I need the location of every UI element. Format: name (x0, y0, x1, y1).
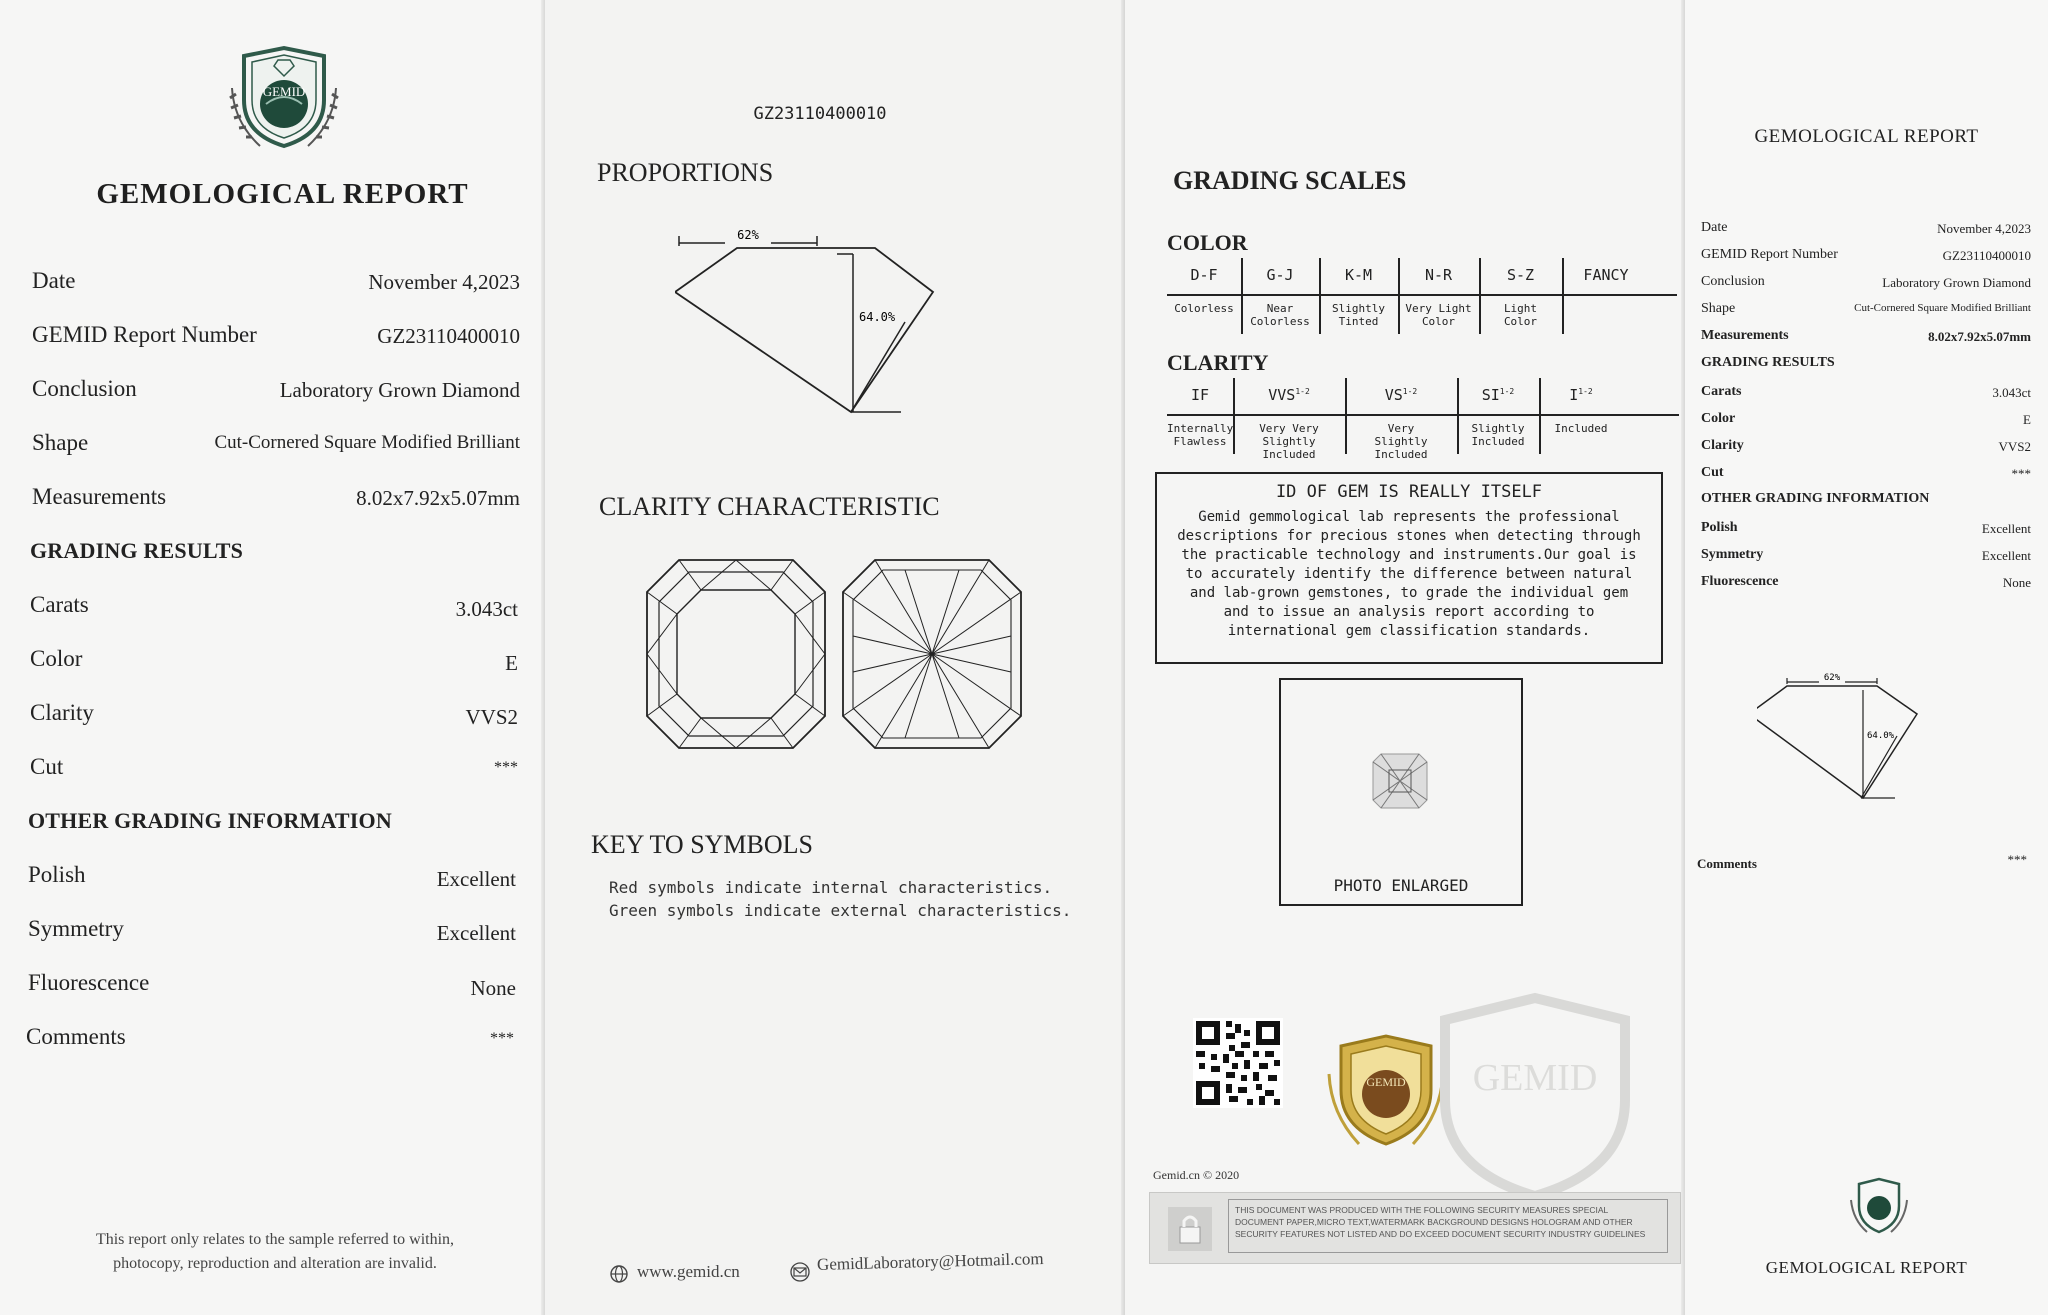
row-carats (30, 592, 518, 632)
row-fluorescence (1701, 574, 2031, 596)
clarity-grade-code (1167, 386, 1233, 404)
color-grade-desc (1319, 302, 1398, 328)
website-link[interactable]: www.gemid.cn (637, 1262, 740, 1281)
row-value: E (2023, 412, 2031, 427)
desc-line: Included (1554, 422, 1608, 435)
clarity-grade-desc (1345, 422, 1457, 461)
row-label: Date (32, 268, 76, 293)
desc-line: Slightly Included (1262, 435, 1316, 461)
security-text (1228, 1199, 1668, 1253)
key-line: Red symbols indicate internal characteristics. (609, 878, 1053, 897)
globe-icon (609, 1264, 629, 1284)
id-box-body (1157, 508, 1661, 641)
disclaimer (30, 1228, 520, 1276)
row-comments (26, 1024, 514, 1064)
color-grade-code: S-Z (1506, 266, 1535, 284)
clarity-grade-code (1539, 386, 1623, 404)
desc-line: Slightly (1332, 302, 1385, 315)
clarity-grade-code (1457, 386, 1539, 404)
crown-view-diagram (643, 556, 829, 752)
clarity-grade-desc (1539, 422, 1623, 435)
disclaimer-line: This report only relates to the sample referred to within, (95, 1231, 455, 1248)
row-date (32, 268, 520, 308)
color-grade-code: K-M (1344, 266, 1373, 284)
color-grade-desc (1167, 302, 1241, 315)
desc-line: Color (1421, 315, 1456, 328)
row-value: *** (2007, 852, 2027, 867)
row-label: Carats (1701, 384, 1742, 399)
row-label: Conclusion (32, 376, 137, 401)
row-cut (1701, 465, 2031, 487)
stub-depth-pct: 64.0% (1867, 731, 1895, 741)
row-color (30, 646, 518, 686)
desc-line: Near (1266, 302, 1294, 315)
row-label: Clarity (1701, 438, 1744, 453)
desc-line: Very (1387, 422, 1415, 435)
row-value: Excellent (436, 921, 516, 945)
divider (1167, 414, 1679, 416)
row-clarity (1701, 438, 2031, 460)
stub-logo-icon (1847, 1176, 1911, 1240)
security-line: THIS DOCUMENT WAS PRODUCED WITH THE FOLLOWING SECURITY MEASURES SPECIAL (1235, 1205, 1609, 1215)
pavilion-view-diagram (839, 556, 1025, 752)
stub-proportions-diagram (1757, 670, 1957, 808)
seal-text: GEMID (1366, 1075, 1406, 1089)
color-grade-desc (1479, 302, 1562, 328)
code: IF (1190, 386, 1210, 404)
row-label: Comments (26, 1024, 126, 1049)
color-scale-table (1167, 258, 1677, 334)
disclaimer-line: photocopy, reproduction and alteration are invalid. (113, 1255, 437, 1272)
diamond-photo-icon (1371, 752, 1429, 810)
body-line: to accurately identify the difference between natural (1185, 566, 1633, 582)
stub-table-pct: 62% (1823, 673, 1841, 683)
qr-code-icon[interactable] (1193, 1018, 1283, 1108)
row-value: None (2002, 575, 2031, 590)
row-label: Color (1701, 411, 1736, 426)
row-value: November 4,2023 (368, 270, 520, 294)
table-pct-label: 62% (737, 228, 759, 242)
clarity-grade-desc (1167, 422, 1233, 448)
code-sup: 1-2 (1499, 387, 1515, 396)
report-title: GEMOLOGICAL REPORT (96, 178, 469, 210)
row-value: Excellent (1981, 521, 2031, 536)
row-conclusion (1701, 274, 2031, 296)
watermark-shield-icon (1415, 990, 1655, 1200)
body-line: and lab-grown gemstones, to grade the individual gem (1189, 585, 1629, 601)
proportions-panel (545, 0, 1125, 1315)
code-sup: 1-2 (1402, 387, 1418, 396)
color-grade-code: D-F (1190, 266, 1218, 284)
security-line: DOCUMENT PAPER,MICRO TEXT,WATERMARK BACKGROUND DESIGNS HOLOGRAM AND OTHER (1235, 1217, 1633, 1227)
depth-pct-label: 64.0% (859, 310, 896, 324)
row-fluorescence (28, 970, 516, 1010)
desc-line: Color (1503, 315, 1538, 328)
row-label: Fluorescence (28, 970, 150, 995)
other-grading-heading: OTHER GRADING INFORMATION (28, 808, 392, 833)
row-comments (1697, 852, 2027, 878)
row-value: *** (494, 759, 518, 776)
row-value: Excellent (1981, 548, 2031, 563)
row-label: Polish (1701, 520, 1738, 535)
row-shape (1701, 301, 2031, 323)
row-value: Laboratory Grown Diamond (279, 378, 520, 402)
row-symmetry (28, 916, 516, 956)
desc-line: Colorless (1174, 302, 1234, 315)
row-label: Carats (30, 592, 89, 617)
row-value: GZ23110400010 (377, 324, 520, 348)
grading-scales-heading: GRADING SCALES (1173, 166, 1407, 195)
row-value: None (470, 976, 516, 1000)
photo-caption: PHOTO ENLARGED (1333, 876, 1469, 895)
email-link[interactable]: GemidLaboratory@Hotmail.com (816, 1249, 1044, 1274)
row-value: Cut-Cornered Square Modified Brilliant (214, 432, 520, 453)
body-line: descriptions for precious stones when detecting through (1177, 528, 1641, 544)
row-label: Symmetry (1701, 547, 1764, 562)
clarity-grade-desc (1233, 422, 1345, 461)
row-value: Cut-Cornered Square Modified Brilliant (1854, 302, 2031, 314)
row-value: GZ23110400010 (1942, 248, 2031, 263)
security-line: SECURITY FEATURES NOT LISTED AND DO EXCEED DOCUMENT SECURITY INDUSTRY GUIDELINES (1235, 1229, 1646, 1239)
row-shape (32, 430, 520, 470)
key-to-symbols-text (609, 876, 1071, 922)
row-value: Laboratory Grown Diamond (1882, 275, 2031, 290)
row-clarity (30, 700, 518, 740)
row-polish (1701, 520, 2031, 542)
color-scale-heading: COLOR (1167, 230, 1248, 255)
row-label: Cut (1701, 465, 1724, 480)
row-value: 8.02x7.92x5.07mm (356, 486, 520, 510)
row-label: Shape (32, 430, 89, 455)
security-notice (1149, 1192, 1681, 1264)
row-value: 8.02x7.92x5.07mm (1928, 329, 2031, 344)
svg-text:GEMID: GEMID (262, 84, 306, 99)
row-polish (28, 862, 516, 902)
code: I (1569, 386, 1579, 404)
row-label: Conclusion (1701, 274, 1765, 289)
row-report-number (1701, 247, 2031, 269)
row-label: Fluorescence (1701, 574, 1779, 589)
row-value: 3.043ct (1992, 385, 2031, 400)
desc-line: Included (1471, 435, 1525, 448)
row-value: Excellent (436, 867, 516, 891)
grading-results-heading: GRADING RESULTS (1701, 355, 1835, 370)
code-sup: 1-2 (1295, 387, 1310, 396)
body-line: and to issue an analysis report according to (1223, 604, 1595, 620)
row-value: November 4,2023 (1937, 221, 2031, 236)
row-label: Measurements (1701, 328, 1789, 343)
row-label: Symmetry (28, 916, 124, 941)
row-value: E (505, 651, 518, 675)
row-value: 3.043ct (455, 597, 518, 621)
grading-results-heading: GRADING RESULTS (30, 538, 244, 563)
row-label: Clarity (30, 700, 94, 725)
report-summary-panel (0, 0, 545, 1315)
code: SI (1481, 386, 1500, 404)
code: VVS (1268, 386, 1296, 404)
row-conclusion (32, 376, 520, 416)
copyright: Gemid.cn © 2020 (1153, 1168, 1240, 1182)
row-label: GEMID Report Number (1701, 247, 1838, 262)
row-measurements (32, 484, 520, 524)
row-measurements (1701, 328, 2031, 350)
desc-line: Very Very (1259, 422, 1319, 435)
divider (1167, 294, 1677, 296)
desc-line: Slightly (1471, 422, 1525, 435)
clarity-grade-code (1345, 386, 1457, 404)
stub-footer-title: GEMOLOGICAL REPORT (1765, 1258, 1968, 1277)
desc-line: Tinted (1338, 315, 1379, 328)
desc-line: Flawless (1173, 435, 1227, 448)
row-cut (30, 754, 518, 794)
color-grade-desc (1241, 302, 1319, 328)
row-label: Shape (1701, 301, 1736, 316)
code-sup: 1-2 (1578, 387, 1593, 396)
stub-title: GEMOLOGICAL REPORT (1754, 126, 1979, 147)
other-grading-heading: OTHER GRADING INFORMATION (1701, 491, 1930, 506)
row-symmetry (1701, 547, 2031, 569)
clarity-characteristic-heading: CLARITY CHARACTERISTIC (599, 492, 940, 521)
summary-stub-panel (1685, 0, 2048, 1315)
id-box-title: ID OF GEM IS REALLY ITSELF (1275, 482, 1543, 502)
clarity-scale-table (1167, 378, 1679, 461)
row-label: Color (30, 646, 83, 671)
envelope-icon (789, 1262, 811, 1282)
color-grade-desc (1398, 302, 1479, 328)
body-line: Gemid gemmological lab represents the professional (1198, 509, 1620, 525)
gemid-logo-icon (220, 42, 348, 164)
row-value: VVS2 (465, 705, 518, 729)
row-report-number (32, 322, 520, 362)
lock-icon (1168, 1207, 1212, 1251)
clarity-grade-code (1233, 386, 1345, 404)
desc-line: Internally (1167, 422, 1234, 435)
clarity-grade-desc (1457, 422, 1539, 448)
row-label: Polish (28, 862, 86, 887)
grading-scales-panel (1125, 0, 1685, 1315)
watermark-text: GEMID (1472, 1057, 1598, 1099)
report-number: GZ23110400010 (753, 104, 887, 124)
row-value: *** (2011, 466, 2031, 481)
key-line: Green symbols indicate external characteristics. (609, 901, 1072, 920)
desc-line: Very Light (1405, 302, 1472, 315)
row-label: Measurements (32, 484, 167, 509)
code: VS (1384, 386, 1403, 404)
row-label: Cut (30, 754, 64, 779)
row-color (1701, 411, 2031, 433)
color-grade-code: N-R (1424, 266, 1453, 284)
row-label: Date (1701, 220, 1728, 235)
clarity-scale-heading: CLARITY (1167, 350, 1269, 375)
key-to-symbols-heading: KEY TO SYMBOLS (591, 830, 814, 859)
body-line: international gem classification standards. (1227, 623, 1591, 639)
desc-line: Colorless (1250, 315, 1310, 328)
desc-line: Light (1503, 302, 1538, 315)
photo-box (1279, 678, 1523, 906)
color-grade-code: G-J (1266, 266, 1294, 284)
row-date (1701, 220, 2031, 242)
id-info-box (1155, 472, 1663, 664)
row-value: *** (490, 1030, 514, 1047)
row-value: VVS2 (1998, 439, 2031, 454)
row-carats (1701, 384, 2031, 406)
proportions-heading: PROPORTIONS (597, 158, 774, 187)
row-label: Comments (1697, 856, 1757, 871)
proportions-diagram (675, 226, 975, 426)
desc-line: Slightly Included (1374, 435, 1428, 461)
color-grade-code: FANCY (1583, 266, 1629, 284)
body-line: the practicable technology and instruments.Our goal is (1181, 547, 1637, 563)
row-label: GEMID Report Number (32, 322, 257, 347)
